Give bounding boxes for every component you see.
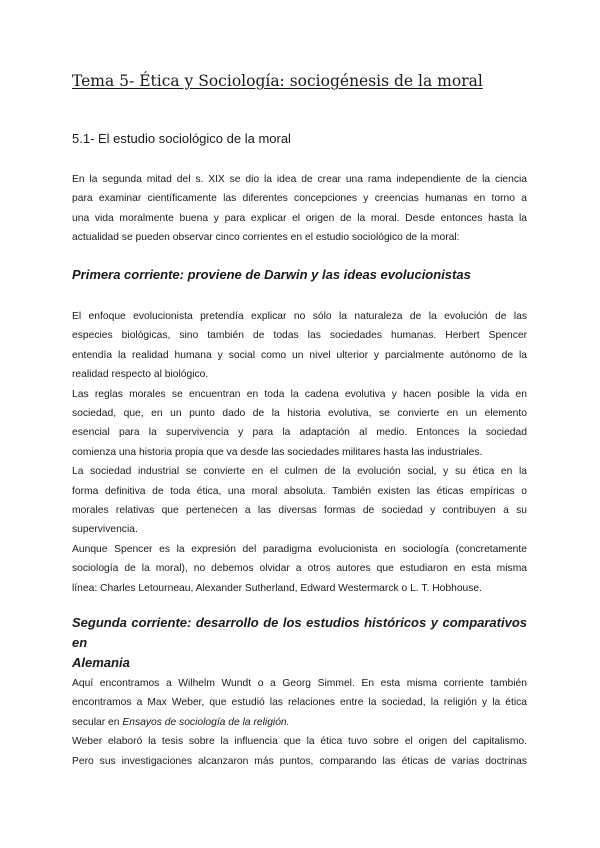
first-current-heading: Primera corriente: proviene de Darwin y las ideas evolucionistas xyxy=(72,267,471,282)
intro-paragraph xyxy=(72,170,527,248)
second-current-body xyxy=(72,674,527,771)
second-current-heading xyxy=(72,613,527,673)
text-line: sociología de la moral), no debemos olvidar a otros autores que estudiaron en esta misma xyxy=(72,563,527,575)
heading-line: Segunda corriente: desarrollo de los estudios históricos y comparativos en xyxy=(72,615,527,650)
text-line: entendía la realidad humana y social como un nivel ulterior y parcialmente autónomo de la xyxy=(72,349,527,361)
text-line xyxy=(72,713,527,732)
page-title: Tema 5- Ética y Sociología: sociogénesis de la moral xyxy=(72,72,483,90)
text-line: supervivencia. xyxy=(72,524,138,536)
text-line: La sociedad industrial se convierte en el culmen de la evolución social, y su ética en la xyxy=(72,466,527,478)
text-line: realidad respecto al biológico. xyxy=(72,369,209,381)
section-title: 5.1- El estudio sociológico de la moral xyxy=(72,131,291,146)
text-line: línea: Charles Letourneau, Alexander Sutherland, Edward Westermarck o L. T. Hobhouse. xyxy=(72,582,483,594)
text-line: Las reglas morales se encuentran en toda la cadena evolutiva y hacen posible la vida en xyxy=(72,388,527,400)
text-line: sociedad, que, en un punto dado de la historia evolutiva, se convierte en un elemento xyxy=(72,408,527,420)
text-line: En la segunda mitad del s. XIX se dio la idea de crear una rama independiente de la ciencia xyxy=(72,174,527,185)
text-line: El enfoque evolucionista pretendía explicar no sólo la naturaleza de la evolución de las xyxy=(72,311,527,322)
text-line: morales relativas que pertenecen a las diversas formas de sociedad y contribuyen a su xyxy=(72,505,527,517)
text-line: para examinar científicamente las diferentes concepciones y creencias humanas en torno a xyxy=(72,193,527,205)
text-line: una vida moralmente buena y para explicar el origen de la moral. Desde entonces hasta la xyxy=(72,212,527,224)
heading-line: Alemania xyxy=(72,655,130,670)
text-fragment: secular en xyxy=(72,716,123,728)
text-line: actualidad se pueden observar cinco corrientes en el estudio sociológico de la moral: xyxy=(72,232,460,244)
text-line: Weber elaboró la tesis sobre la influencia que la ética tuvo sobre el origen del capitalismo. xyxy=(72,736,527,748)
text-line: especies biológicas, sino también de todas las sociedades humanas. Herbert Spencer xyxy=(72,330,527,342)
text-line: Aquí encontramos a Wilhelm Wundt o a Georg Simmel. En esta misma corriente también xyxy=(72,678,527,689)
text-line: Aunque Spencer es la expresión del paradigma evolucionista en sociología (concretamente xyxy=(72,543,527,555)
text-line: esencial para la supervivencia y para la adaptación al medio. Entonces la sociedad xyxy=(72,427,527,439)
text-line: Pero sus investigaciones alcanzaron más puntos, comparando las éticas de varias doctrinas xyxy=(72,755,527,767)
book-title: Ensayos de sociología de la religión. xyxy=(122,716,290,728)
text-line: forma definitiva de toda ética, una moral absoluta. También existen las éticas empíricas o xyxy=(72,485,527,497)
text-line: comienza una historia propia que va desde las sociedades militares hasta las industriales. xyxy=(72,446,483,458)
first-current-body xyxy=(72,307,527,598)
text-line: encontramos a Max Weber, que estudió las relaciones entre la sociedad, la religión y la ética xyxy=(72,697,527,709)
